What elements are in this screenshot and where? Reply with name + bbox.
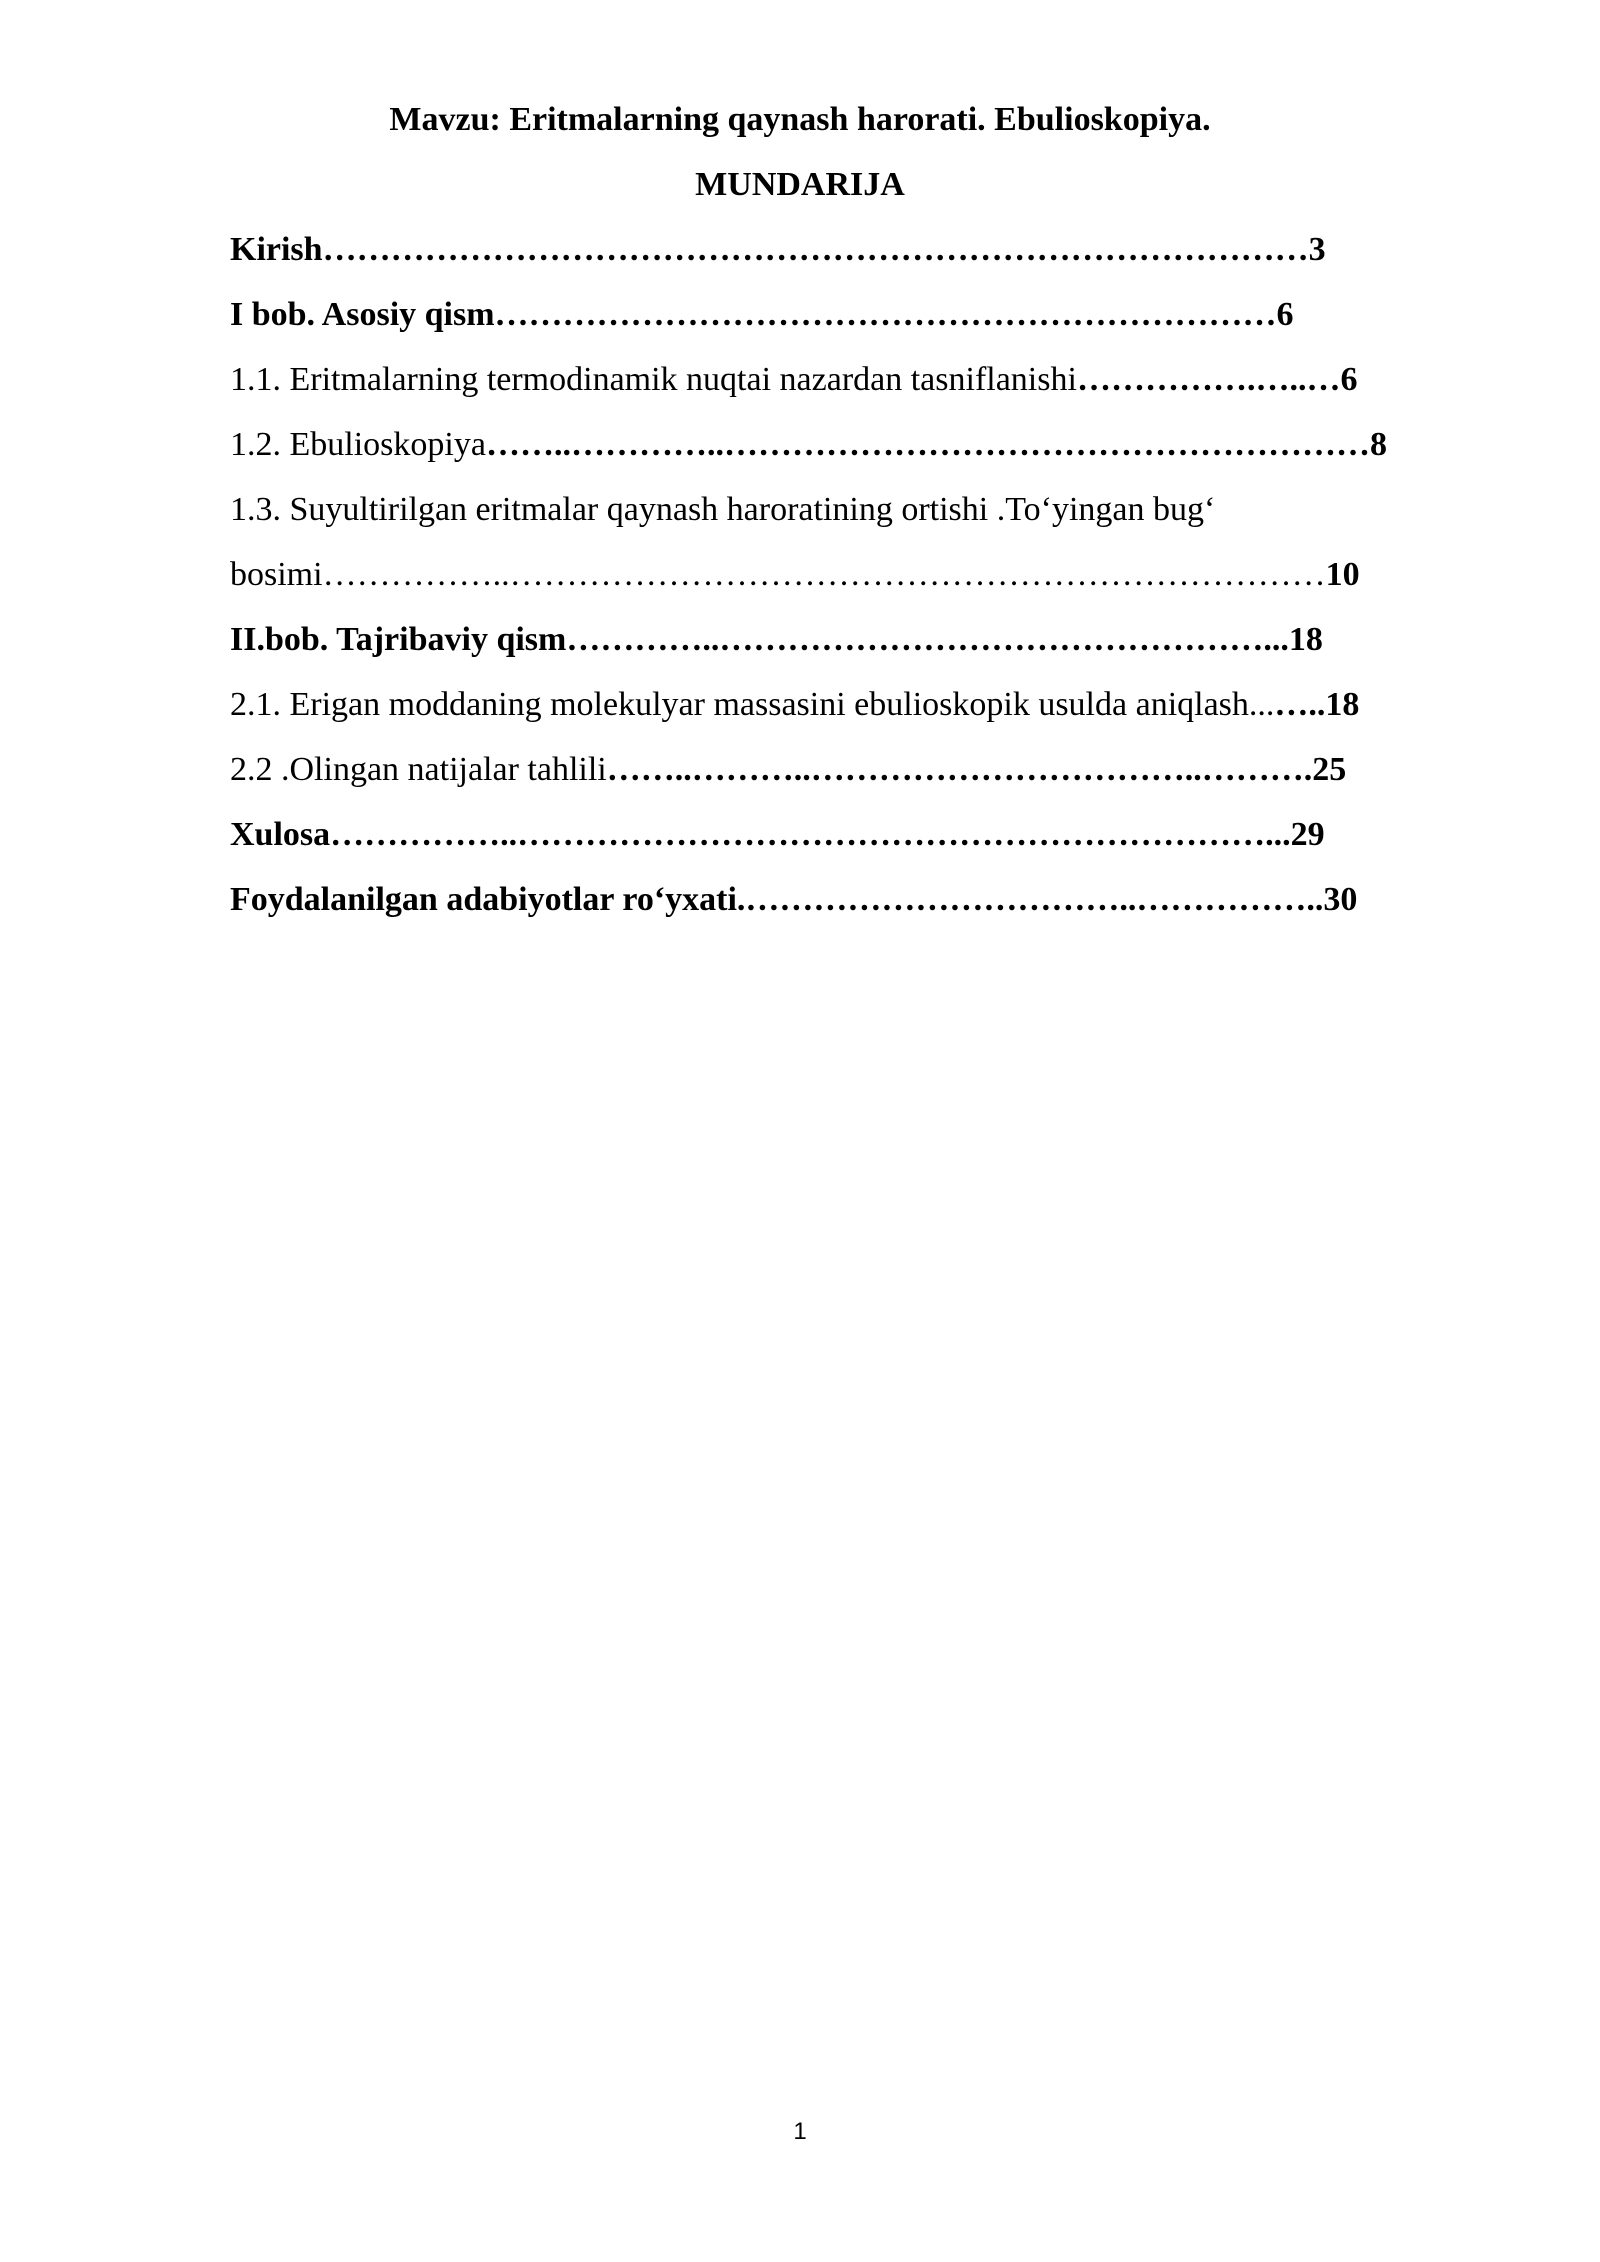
toc-entry-label: 1.1. Eritmalarning termodinamik nuqtai nazardan tasniflanishi xyxy=(230,361,1077,398)
toc-entry-label: Kirish xyxy=(230,231,323,268)
toc-entry-leader: …………..………………………………………….. xyxy=(566,621,1281,658)
page-number: 1 xyxy=(793,2118,807,2145)
toc-entry-page: 6 xyxy=(1340,361,1358,398)
toc-entry-leader: ……………………………..…………….. xyxy=(745,881,1324,918)
toc-entry-xulosa xyxy=(230,811,1325,859)
toc-entry-leader: ……..………..……………………………..………. xyxy=(606,751,1313,788)
toc-entry-page: .18 xyxy=(1280,621,1323,658)
toc-entry-2-1 xyxy=(230,681,1359,729)
toc-entry-asosiy-qism xyxy=(230,291,1294,339)
toc-entry-1-2 xyxy=(230,421,1387,469)
toc-entry-leader: …………………………………………………………………………… xyxy=(322,231,1309,268)
toc-entry-label: 2.2 .Olingan natijalar tahlili xyxy=(230,751,607,788)
toc-entry-page: 10 xyxy=(1325,556,1360,593)
toc-entry-1-3-continued xyxy=(230,551,1360,599)
toc-entry-label: 1.3. Suyultirilgan eritmalar qaynash haroratining ortishi .To‘yingan bug‘ xyxy=(230,491,1216,528)
toc-entry-leader: ……………..……………………………………………………………… xyxy=(322,556,1326,593)
toc-entry-leader: …………….…..… xyxy=(1076,361,1341,398)
toc-entry-page: 30 xyxy=(1323,881,1358,918)
toc-entry-kirish xyxy=(230,226,1326,274)
toc-entry-1-3 xyxy=(230,486,1215,534)
toc-entry-label: II.bob. Tajribaviy qism xyxy=(230,621,567,658)
toc-entry-tajribaviy-qism xyxy=(230,616,1323,664)
toc-entry-2-2 xyxy=(230,746,1346,794)
toc-entry-label: Xulosa xyxy=(230,816,331,853)
toc-entry-leader: ……..…………..………………………………………………… xyxy=(485,426,1370,463)
toc-entry-page: 8 xyxy=(1369,426,1387,463)
document-title: Mavzu: Eritmalarning qaynash harorati. Ebulioskopiya. xyxy=(389,101,1211,138)
toc-entry-label: 2.1. Erigan moddaning molekulyar massasini ebulioskopik usulda aniqlash... xyxy=(230,686,1275,723)
toc-entry-page: .29 xyxy=(1282,816,1325,853)
toc-heading: MUNDARIJA xyxy=(695,166,905,203)
toc-entry-page: 25 xyxy=(1312,751,1347,788)
toc-entry-leader: ….. xyxy=(1274,686,1326,723)
toc-entry-leader: ……………..………………………………………………………….. xyxy=(330,816,1283,853)
toc-entry-page: 3 xyxy=(1308,231,1326,268)
toc-entry-adabiyotlar xyxy=(230,876,1357,924)
toc-entry-leader: …………………………………………………………… xyxy=(494,296,1277,333)
toc-entry-label: 1.2. Ebulioskopiya xyxy=(230,426,486,463)
toc-entry-page: 6 xyxy=(1276,296,1294,333)
toc-entry-label: I bob. Asosiy qism xyxy=(230,296,495,333)
toc-entry-label: Foydalanilgan adabiyotlar ro‘yxati. xyxy=(230,881,746,918)
toc-entry-page: 18 xyxy=(1325,686,1360,723)
toc-entry-1-1 xyxy=(230,356,1357,404)
toc-entry-label: bosimi xyxy=(230,556,323,593)
